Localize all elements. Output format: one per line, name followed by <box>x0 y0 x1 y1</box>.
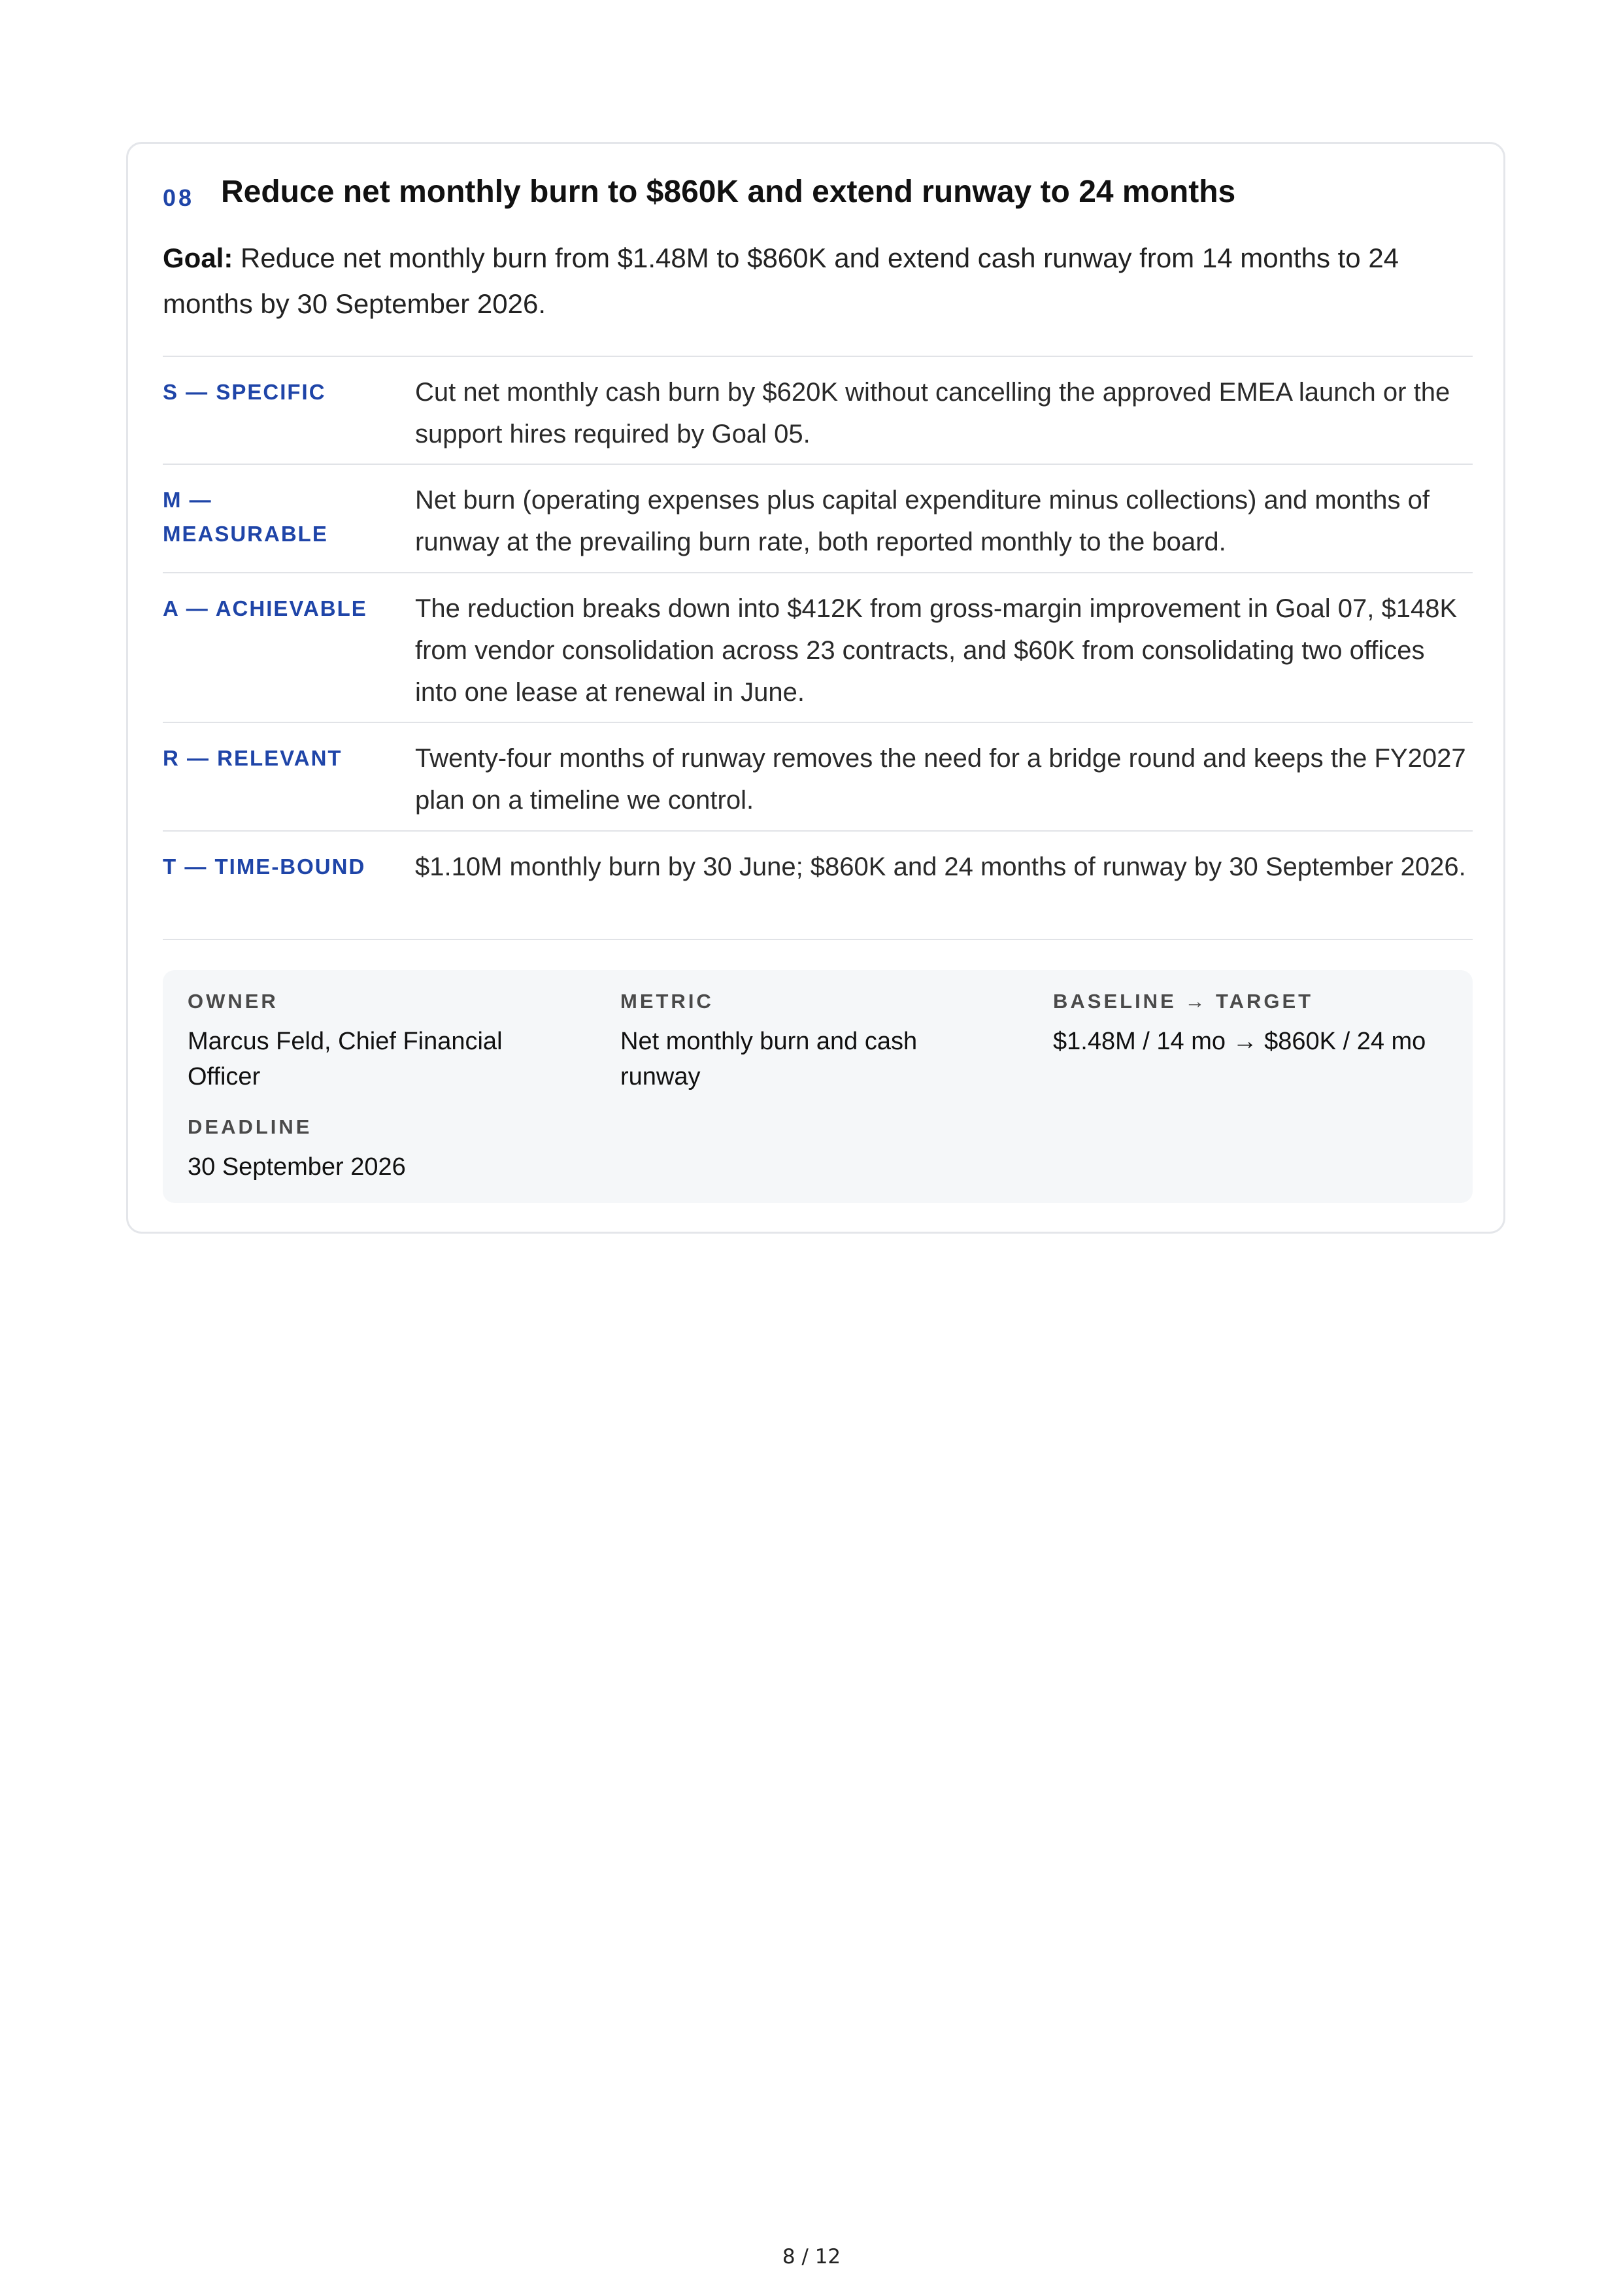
smart-key-specific: S — SPECIFIC <box>163 380 326 404</box>
smart-text-specific: Cut net monthly cash burn by $620K without cancelling the approved EMEA launch or the support hires required by Goal 05. <box>415 378 1450 448</box>
baseline-target-value: $1.48M / 14 mo → $860K / 24 mo <box>1053 1028 1426 1055</box>
smart-key-achievable: A — ACHIEVABLE <box>163 596 367 620</box>
goal-header <box>163 174 1471 220</box>
baseline-target-label: BASELINE → TARGET <box>1053 990 1314 1013</box>
metric-value: Net monthly burn and cash runway <box>620 1028 918 1090</box>
page-number: 8 / 12 <box>782 2245 841 2269</box>
smart-text-time-bound: $1.10M monthly burn by 30 June; $860K and 24 months of runway by 30 September 2026. <box>415 853 1466 881</box>
owner-value: Marcus Feld, Chief Financial Officer <box>188 1028 503 1090</box>
smart-text-measurable: Net burn (operating expenses plus capital expenditure minus collections) and months of runway at the prevailing burn rate, both reported monthly to the board. <box>415 486 1430 556</box>
goal-statement-text: Reduce net monthly burn from $1.48M to $860K and extend cash runway from 14 months to 24 months by 30 September 2026. <box>163 243 1399 319</box>
goal-meta-panel <box>163 970 1473 1203</box>
smart-key-measurable: M — MEASURABLE <box>163 488 328 546</box>
smart-table <box>163 356 1473 940</box>
deadline-value: 30 September 2026 <box>188 1153 406 1181</box>
goal-title: Reduce net monthly burn to $860K and extend runway to 24 months <box>221 175 1236 209</box>
metric-field <box>620 988 986 1094</box>
goal-card <box>126 142 1505 1234</box>
deadline-label: DEADLINE <box>188 1115 312 1138</box>
smart-text-relevant: Twenty-four months of runway removes the need for a bridge round and keeps the FY2027 plan on a timeline we control. <box>415 744 1466 815</box>
baseline-target-field <box>1053 988 1458 1059</box>
goal-statement-label: Goal: <box>163 243 233 273</box>
owner-label: OWNER <box>188 990 278 1013</box>
goal-number: 08 <box>163 184 195 211</box>
owner-field <box>188 988 554 1094</box>
smart-row-relevant <box>163 723 1473 832</box>
smart-row-achievable <box>163 573 1473 723</box>
smart-row-specific <box>163 357 1473 465</box>
smart-row-measurable <box>163 465 1473 573</box>
smart-key-time-bound: T — TIME-BOUND <box>163 854 366 879</box>
smart-key-relevant: R — RELEVANT <box>163 746 343 770</box>
metric-label: METRIC <box>620 990 714 1013</box>
goal-statement <box>163 235 1470 327</box>
smart-text-achievable: The reduction breaks down into $412K from gross-margin improvement in Goal 07, $148K from vendor consolidation across 23 contracts, and $60K from consolidating two offices into one lease at renewal in June. <box>415 594 1458 707</box>
deadline-field <box>188 1114 554 1185</box>
smart-row-time-bound <box>163 832 1473 940</box>
